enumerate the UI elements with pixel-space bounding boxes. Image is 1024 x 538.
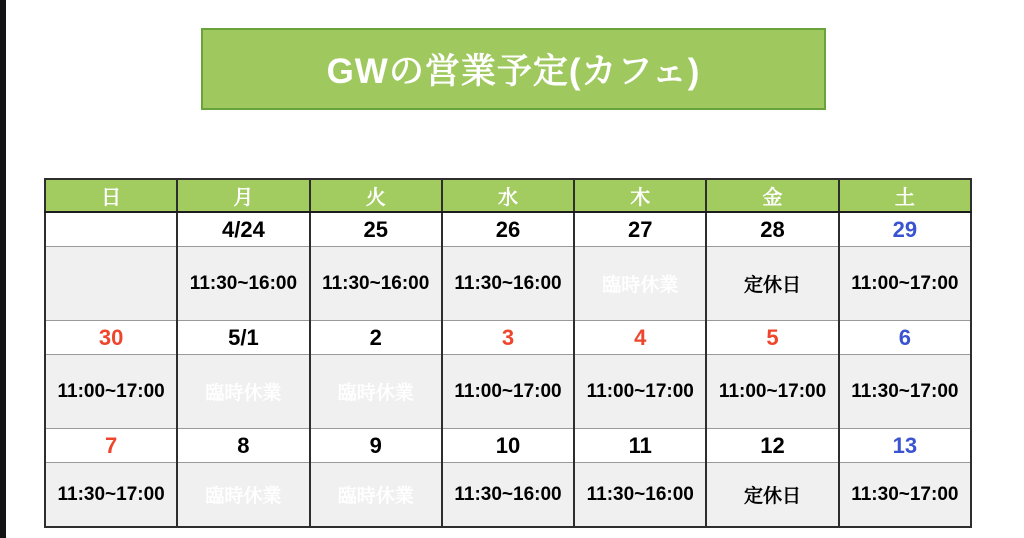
- hours-cell-closed-temporary: 臨時休業: [177, 355, 309, 429]
- date-cell: 10: [442, 429, 574, 463]
- date-cell: 28: [706, 212, 838, 247]
- date-cell: 27: [574, 212, 706, 247]
- hours-cell-closed-temporary: 臨時休業: [574, 247, 706, 321]
- date-cell: 7: [45, 429, 177, 463]
- hours-cell: 11:30~16:00: [574, 463, 706, 528]
- date-row-week2: [45, 321, 971, 355]
- hours-cell: 11:00~17:00: [839, 247, 971, 321]
- page-title: GWの営業予定(カフェ): [326, 52, 701, 91]
- hours-cell-closed-temporary: 臨時休業: [310, 355, 442, 429]
- date-cell: 26: [442, 212, 574, 247]
- date-cell: 11: [574, 429, 706, 463]
- day-header-row: [45, 179, 971, 212]
- day-header-wed: 水: [442, 179, 574, 212]
- date-row-week3: [45, 429, 971, 463]
- title-banner: [201, 28, 826, 110]
- hours-cell: 11:30~16:00: [442, 247, 574, 321]
- hours-cell: 11:00~17:00: [706, 355, 838, 429]
- hours-cell: 11:00~17:00: [45, 355, 177, 429]
- date-cell: 3: [442, 321, 574, 355]
- date-cell: 4: [574, 321, 706, 355]
- hours-cell: 11:30~16:00: [310, 247, 442, 321]
- hours-row-week2: [45, 355, 971, 429]
- hours-cell-closed-regular: 定休日: [706, 463, 838, 528]
- day-header-sun: 日: [45, 179, 177, 212]
- left-edge-bar: [0, 0, 6, 538]
- hours-cell: 11:00~17:00: [442, 355, 574, 429]
- calendar-table: [44, 178, 972, 528]
- day-header-tue: 火: [310, 179, 442, 212]
- date-cell: 8: [177, 429, 309, 463]
- hours-cell: 11:30~17:00: [839, 463, 971, 528]
- date-cell: 2: [310, 321, 442, 355]
- date-row-week1: [45, 212, 971, 247]
- hours-row-week1: [45, 247, 971, 321]
- date-cell: 25: [310, 212, 442, 247]
- hours-cell: [45, 247, 177, 321]
- date-cell: 29: [839, 212, 971, 247]
- date-cell: 6: [839, 321, 971, 355]
- date-cell: 5: [706, 321, 838, 355]
- day-header-mon: 月: [177, 179, 309, 212]
- date-cell: 30: [45, 321, 177, 355]
- hours-cell-closed-temporary: 臨時休業: [177, 463, 309, 528]
- date-cell: [45, 212, 177, 247]
- hours-cell: 11:00~17:00: [574, 355, 706, 429]
- day-header-thu: 木: [574, 179, 706, 212]
- date-cell: 5/1: [177, 321, 309, 355]
- hours-cell-closed-temporary: 臨時休業: [310, 463, 442, 528]
- day-header-sat: 土: [839, 179, 971, 212]
- hours-cell: 11:30~16:00: [177, 247, 309, 321]
- hours-row-week3: [45, 463, 971, 528]
- date-cell: 13: [839, 429, 971, 463]
- hours-cell: 11:30~17:00: [45, 463, 177, 528]
- day-header-fri: 金: [706, 179, 838, 212]
- hours-cell: 11:30~16:00: [442, 463, 574, 528]
- date-cell: 4/24: [177, 212, 309, 247]
- date-cell: 9: [310, 429, 442, 463]
- date-cell: 12: [706, 429, 838, 463]
- hours-cell-closed-regular: 定休日: [706, 247, 838, 321]
- hours-cell: 11:30~17:00: [839, 355, 971, 429]
